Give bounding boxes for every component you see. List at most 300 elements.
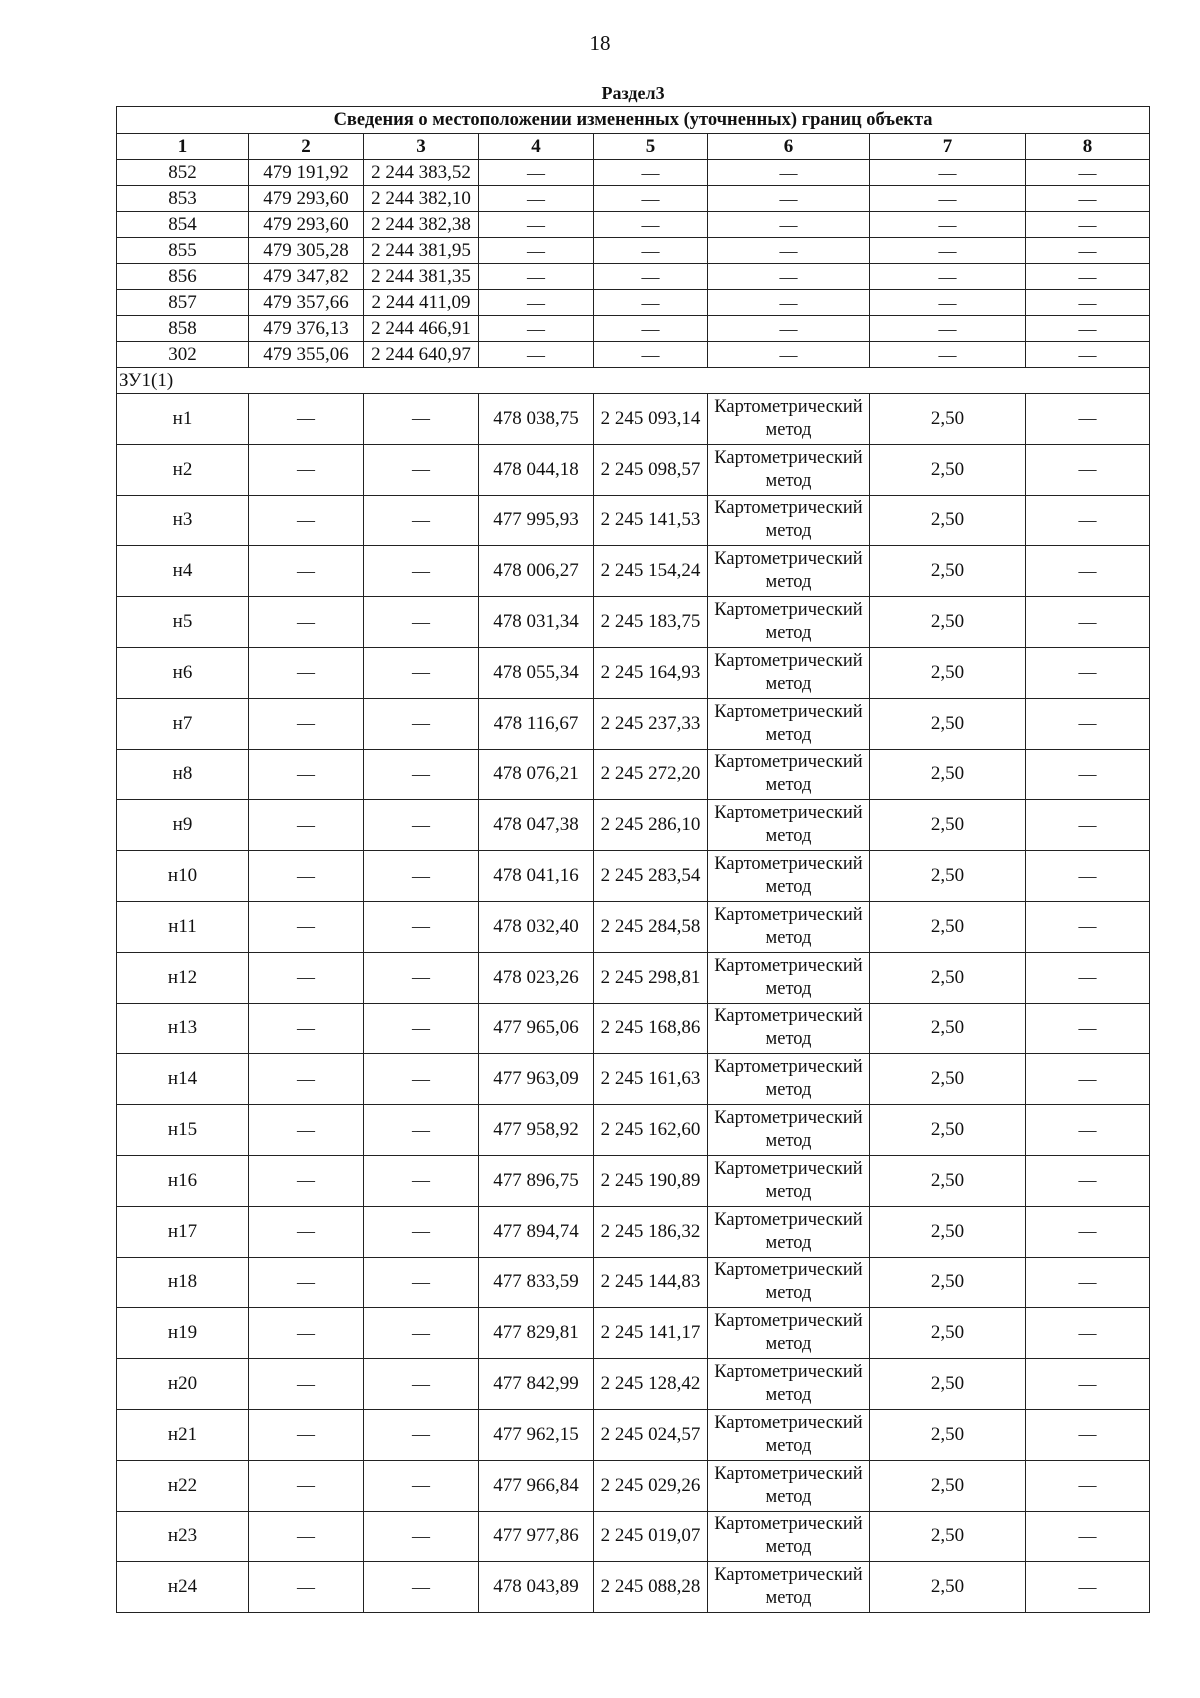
dash-cell: — <box>870 264 1026 290</box>
dash-cell: — <box>249 952 364 1003</box>
y-new: 2 245 144,83 <box>594 1257 708 1308</box>
dash-cell: — <box>249 1105 364 1156</box>
table-row <box>117 851 1150 902</box>
accuracy: 2,50 <box>870 1206 1026 1257</box>
accuracy: 2,50 <box>870 1054 1026 1105</box>
point-name: н13 <box>117 1003 249 1054</box>
table-row <box>117 901 1150 952</box>
accuracy: 2,50 <box>870 1155 1026 1206</box>
table-row <box>117 342 1150 368</box>
dash-cell: — <box>364 1562 479 1613</box>
x-new: 478 044,18 <box>479 444 594 495</box>
dash-cell: — <box>364 1257 479 1308</box>
dash-cell: — <box>479 186 594 212</box>
y-new: 2 245 237,33 <box>594 698 708 749</box>
y-new: 2 245 029,26 <box>594 1460 708 1511</box>
table-row <box>117 1257 1150 1308</box>
y-new: 2 245 141,53 <box>594 495 708 546</box>
table-row <box>117 1054 1150 1105</box>
method: Картометрический метод <box>708 1359 870 1410</box>
dash-cell: — <box>249 1359 364 1410</box>
dash-cell: — <box>249 597 364 648</box>
dash-cell: — <box>249 444 364 495</box>
dash-cell: — <box>870 212 1026 238</box>
x-existing: 479 293,60 <box>249 186 364 212</box>
point-name: н22 <box>117 1460 249 1511</box>
table-row <box>117 160 1150 186</box>
point-name: н15 <box>117 1105 249 1156</box>
dash-cell: — <box>870 316 1026 342</box>
point-name: 302 <box>117 342 249 368</box>
accuracy: 2,50 <box>870 800 1026 851</box>
point-name: н23 <box>117 1511 249 1562</box>
dash-cell: — <box>364 800 479 851</box>
dash-cell: — <box>249 1409 364 1460</box>
dash-cell: — <box>249 1003 364 1054</box>
dash-cell: — <box>249 546 364 597</box>
dash-cell: — <box>364 394 479 445</box>
point-name: н11 <box>117 901 249 952</box>
y-new: 2 245 283,54 <box>594 851 708 902</box>
point-name: н19 <box>117 1308 249 1359</box>
table-title: Сведения о местоположении измененных (уточненных) границ объекта <box>117 107 1150 134</box>
accuracy: 2,50 <box>870 901 1026 952</box>
table-row <box>117 597 1150 648</box>
dash-cell: — <box>364 851 479 902</box>
dash-cell: — <box>479 212 594 238</box>
y-new: 2 245 141,17 <box>594 1308 708 1359</box>
dash-cell: — <box>594 238 708 264</box>
accuracy: 2,50 <box>870 1308 1026 1359</box>
column-number: 6 <box>708 134 870 160</box>
dash-cell: — <box>1026 546 1150 597</box>
dash-cell: — <box>594 264 708 290</box>
y-new: 2 245 161,63 <box>594 1054 708 1105</box>
dash-cell: — <box>1026 1460 1150 1511</box>
dash-cell: — <box>1026 749 1150 800</box>
dash-cell: — <box>364 1308 479 1359</box>
y-existing: 2 244 382,10 <box>364 186 479 212</box>
method: Картометрический метод <box>708 1003 870 1054</box>
dash-cell: — <box>1026 851 1150 902</box>
accuracy: 2,50 <box>870 1511 1026 1562</box>
method: Картометрический метод <box>708 749 870 800</box>
accuracy: 2,50 <box>870 1562 1026 1613</box>
accuracy: 2,50 <box>870 749 1026 800</box>
x-existing: 479 347,82 <box>249 264 364 290</box>
y-new: 2 245 024,57 <box>594 1409 708 1460</box>
table-row <box>117 546 1150 597</box>
point-name: 856 <box>117 264 249 290</box>
dash-cell: — <box>708 264 870 290</box>
column-number: 2 <box>249 134 364 160</box>
dash-cell: — <box>594 316 708 342</box>
point-name: 853 <box>117 186 249 212</box>
x-existing: 479 355,06 <box>249 342 364 368</box>
dash-cell: — <box>479 238 594 264</box>
table-row <box>117 1460 1150 1511</box>
group-row <box>117 368 1150 394</box>
dash-cell: — <box>1026 1054 1150 1105</box>
point-name: н16 <box>117 1155 249 1206</box>
dash-cell: — <box>249 495 364 546</box>
method: Картометрический метод <box>708 1206 870 1257</box>
y-new: 2 245 093,14 <box>594 394 708 445</box>
dash-cell: — <box>479 290 594 316</box>
x-new: 477 958,92 <box>479 1105 594 1156</box>
table-row <box>117 1359 1150 1410</box>
table-row <box>117 749 1150 800</box>
x-new: 478 038,75 <box>479 394 594 445</box>
table-row <box>117 290 1150 316</box>
x-new: 477 977,86 <box>479 1511 594 1562</box>
dash-cell: — <box>364 1105 479 1156</box>
table-row <box>117 1206 1150 1257</box>
dash-cell: — <box>479 316 594 342</box>
point-name: н3 <box>117 495 249 546</box>
column-number: 5 <box>594 134 708 160</box>
dash-cell: — <box>1026 1105 1150 1156</box>
method: Картометрический метод <box>708 800 870 851</box>
method: Картометрический метод <box>708 1460 870 1511</box>
dash-cell: — <box>249 1562 364 1613</box>
point-name: н17 <box>117 1206 249 1257</box>
method: Картометрический метод <box>708 1054 870 1105</box>
x-new: 477 842,99 <box>479 1359 594 1410</box>
accuracy: 2,50 <box>870 394 1026 445</box>
accuracy: 2,50 <box>870 1359 1026 1410</box>
dash-cell: — <box>1026 1562 1150 1613</box>
dash-cell: — <box>1026 1206 1150 1257</box>
dash-cell: — <box>1026 1511 1150 1562</box>
table-row <box>117 238 1150 264</box>
point-name: н12 <box>117 952 249 1003</box>
y-new: 2 245 168,86 <box>594 1003 708 1054</box>
dash-cell: — <box>1026 952 1150 1003</box>
y-new: 2 245 186,32 <box>594 1206 708 1257</box>
dash-cell: — <box>364 1003 479 1054</box>
dash-cell: — <box>1026 264 1150 290</box>
dash-cell: — <box>870 186 1026 212</box>
y-new: 2 245 128,42 <box>594 1359 708 1410</box>
accuracy: 2,50 <box>870 952 1026 1003</box>
accuracy: 2,50 <box>870 546 1026 597</box>
method: Картометрический метод <box>708 901 870 952</box>
dash-cell: — <box>249 394 364 445</box>
column-number: 7 <box>870 134 1026 160</box>
x-new: 477 829,81 <box>479 1308 594 1359</box>
y-new: 2 245 190,89 <box>594 1155 708 1206</box>
table-row <box>117 1105 1150 1156</box>
accuracy: 2,50 <box>870 698 1026 749</box>
dash-cell: — <box>1026 1003 1150 1054</box>
dash-cell: — <box>479 264 594 290</box>
dash-cell: — <box>1026 495 1150 546</box>
x-new: 478 031,34 <box>479 597 594 648</box>
dash-cell: — <box>364 1359 479 1410</box>
x-new: 477 995,93 <box>479 495 594 546</box>
dash-cell: — <box>1026 316 1150 342</box>
y-new: 2 245 019,07 <box>594 1511 708 1562</box>
dash-cell: — <box>870 238 1026 264</box>
dash-cell: — <box>1026 186 1150 212</box>
x-new: 478 006,27 <box>479 546 594 597</box>
y-new: 2 245 284,58 <box>594 901 708 952</box>
point-name: 852 <box>117 160 249 186</box>
column-number: 1 <box>117 134 249 160</box>
point-name: н6 <box>117 647 249 698</box>
dash-cell: — <box>1026 238 1150 264</box>
x-existing: 479 376,13 <box>249 316 364 342</box>
dash-cell: — <box>708 290 870 316</box>
dash-cell: — <box>364 1460 479 1511</box>
dash-cell: — <box>364 1206 479 1257</box>
dash-cell: — <box>249 1206 364 1257</box>
table-row <box>117 1155 1150 1206</box>
method: Картометрический метод <box>708 698 870 749</box>
point-name: н9 <box>117 800 249 851</box>
dash-cell: — <box>594 290 708 316</box>
table-row <box>117 495 1150 546</box>
dash-cell: — <box>364 444 479 495</box>
y-new: 2 245 164,93 <box>594 647 708 698</box>
x-new: 477 833,59 <box>479 1257 594 1308</box>
dash-cell: — <box>364 901 479 952</box>
method: Картометрический метод <box>708 952 870 1003</box>
x-new: 477 966,84 <box>479 1460 594 1511</box>
dash-cell: — <box>1026 698 1150 749</box>
dash-cell: — <box>870 160 1026 186</box>
dash-cell: — <box>364 952 479 1003</box>
dash-cell: — <box>249 901 364 952</box>
table-row <box>117 316 1150 342</box>
dash-cell: — <box>708 238 870 264</box>
dash-cell: — <box>364 1054 479 1105</box>
dash-cell: — <box>364 546 479 597</box>
x-existing: 479 305,28 <box>249 238 364 264</box>
dash-cell: — <box>364 749 479 800</box>
table-row <box>117 1511 1150 1562</box>
y-new: 2 245 286,10 <box>594 800 708 851</box>
dash-cell: — <box>364 1511 479 1562</box>
dash-cell: — <box>1026 212 1150 238</box>
accuracy: 2,50 <box>870 495 1026 546</box>
x-new: 478 055,34 <box>479 647 594 698</box>
dash-cell: — <box>364 1409 479 1460</box>
group-label: ЗУ1(1) <box>117 368 1150 394</box>
point-name: н24 <box>117 1562 249 1613</box>
accuracy: 2,50 <box>870 851 1026 902</box>
method: Картометрический метод <box>708 1155 870 1206</box>
method: Картометрический метод <box>708 1511 870 1562</box>
y-new: 2 245 098,57 <box>594 444 708 495</box>
point-name: н20 <box>117 1359 249 1410</box>
method: Картометрический метод <box>708 546 870 597</box>
x-existing: 479 357,66 <box>249 290 364 316</box>
x-new: 477 962,15 <box>479 1409 594 1460</box>
dash-cell: — <box>249 1054 364 1105</box>
x-new: 477 896,75 <box>479 1155 594 1206</box>
point-name: н7 <box>117 698 249 749</box>
column-number-row <box>117 134 1150 160</box>
table-row <box>117 394 1150 445</box>
dash-cell: — <box>708 212 870 238</box>
dash-cell: — <box>1026 444 1150 495</box>
method: Картометрический метод <box>708 1562 870 1613</box>
dash-cell: — <box>249 851 364 902</box>
dash-cell: — <box>1026 1308 1150 1359</box>
point-name: н8 <box>117 749 249 800</box>
point-name: 854 <box>117 212 249 238</box>
column-number: 3 <box>364 134 479 160</box>
point-name: н21 <box>117 1409 249 1460</box>
accuracy: 2,50 <box>870 1257 1026 1308</box>
point-name: н5 <box>117 597 249 648</box>
dash-cell: — <box>1026 1257 1150 1308</box>
column-number: 4 <box>479 134 594 160</box>
dash-cell: — <box>479 342 594 368</box>
dash-cell: — <box>249 1257 364 1308</box>
dash-cell: — <box>364 647 479 698</box>
y-new: 2 245 088,28 <box>594 1562 708 1613</box>
page-number: 18 <box>589 31 611 55</box>
x-new: 478 043,89 <box>479 1562 594 1613</box>
point-name: 858 <box>117 316 249 342</box>
dash-cell: — <box>249 1460 364 1511</box>
dash-cell: — <box>249 698 364 749</box>
table-row <box>117 186 1150 212</box>
dash-cell: — <box>249 1511 364 1562</box>
dash-cell: — <box>364 597 479 648</box>
accuracy: 2,50 <box>870 444 1026 495</box>
dash-cell: — <box>708 342 870 368</box>
dash-cell: — <box>1026 1409 1150 1460</box>
table-row <box>117 1562 1150 1613</box>
dash-cell: — <box>1026 290 1150 316</box>
y-new: 2 245 272,20 <box>594 749 708 800</box>
dash-cell: — <box>708 186 870 212</box>
y-new: 2 245 298,81 <box>594 952 708 1003</box>
point-name: н1 <box>117 394 249 445</box>
accuracy: 2,50 <box>870 1105 1026 1156</box>
dash-cell: — <box>1026 1155 1150 1206</box>
y-existing: 2 244 640,97 <box>364 342 479 368</box>
table-row <box>117 1003 1150 1054</box>
y-existing: 2 244 381,35 <box>364 264 479 290</box>
dash-cell: — <box>479 160 594 186</box>
dash-cell: — <box>870 342 1026 368</box>
accuracy: 2,50 <box>870 597 1026 648</box>
dash-cell: — <box>1026 394 1150 445</box>
section-label: Раздел3 <box>117 80 1150 107</box>
dash-cell: — <box>364 698 479 749</box>
x-new: 478 032,40 <box>479 901 594 952</box>
dash-cell: — <box>594 186 708 212</box>
y-existing: 2 244 382,38 <box>364 212 479 238</box>
point-name: н2 <box>117 444 249 495</box>
table-row <box>117 952 1150 1003</box>
x-new: 477 894,74 <box>479 1206 594 1257</box>
y-existing: 2 244 381,95 <box>364 238 479 264</box>
dash-cell: — <box>249 749 364 800</box>
x-new: 478 116,67 <box>479 698 594 749</box>
table-row <box>117 647 1150 698</box>
dash-cell: — <box>1026 342 1150 368</box>
y-existing: 2 244 411,09 <box>364 290 479 316</box>
dash-cell: — <box>1026 901 1150 952</box>
dash-cell: — <box>364 1155 479 1206</box>
y-new: 2 245 162,60 <box>594 1105 708 1156</box>
y-existing: 2 244 466,91 <box>364 316 479 342</box>
x-existing: 479 293,60 <box>249 212 364 238</box>
dash-cell: — <box>708 160 870 186</box>
point-name: 857 <box>117 290 249 316</box>
dash-cell: — <box>1026 800 1150 851</box>
table-title-row <box>117 107 1150 134</box>
method: Картометрический метод <box>708 1409 870 1460</box>
table-row <box>117 264 1150 290</box>
x-new: 477 965,06 <box>479 1003 594 1054</box>
dash-cell: — <box>594 160 708 186</box>
point-name: н10 <box>117 851 249 902</box>
accuracy: 2,50 <box>870 1003 1026 1054</box>
method: Картометрический метод <box>708 597 870 648</box>
y-new: 2 245 154,24 <box>594 546 708 597</box>
point-name: 855 <box>117 238 249 264</box>
accuracy: 2,50 <box>870 1460 1026 1511</box>
dash-cell: — <box>594 212 708 238</box>
method: Картометрический метод <box>708 647 870 698</box>
table-row <box>117 800 1150 851</box>
y-new: 2 245 183,75 <box>594 597 708 648</box>
method: Картометрический метод <box>708 851 870 902</box>
method: Картометрический метод <box>708 495 870 546</box>
dash-cell: — <box>594 342 708 368</box>
dash-cell: — <box>249 647 364 698</box>
dash-cell: — <box>708 316 870 342</box>
dash-cell: — <box>249 1308 364 1359</box>
point-name: н14 <box>117 1054 249 1105</box>
y-existing: 2 244 383,52 <box>364 160 479 186</box>
table-row <box>117 444 1150 495</box>
section-row <box>117 80 1150 107</box>
dash-cell: — <box>1026 160 1150 186</box>
method: Картометрический метод <box>708 1105 870 1156</box>
table-row <box>117 698 1150 749</box>
x-new: 478 076,21 <box>479 749 594 800</box>
table-row <box>117 212 1150 238</box>
dash-cell: — <box>1026 1359 1150 1410</box>
x-new: 478 023,26 <box>479 952 594 1003</box>
x-new: 477 963,09 <box>479 1054 594 1105</box>
method: Картометрический метод <box>708 394 870 445</box>
table-row <box>117 1409 1150 1460</box>
accuracy: 2,50 <box>870 647 1026 698</box>
dash-cell: — <box>249 1155 364 1206</box>
point-name: н18 <box>117 1257 249 1308</box>
point-name: н4 <box>117 546 249 597</box>
x-new: 478 047,38 <box>479 800 594 851</box>
accuracy: 2,50 <box>870 1409 1026 1460</box>
method: Картометрический метод <box>708 1257 870 1308</box>
dash-cell: — <box>1026 597 1150 648</box>
method: Картометрический метод <box>708 1308 870 1359</box>
boundary-table <box>116 80 1150 1613</box>
dash-cell: — <box>1026 647 1150 698</box>
column-number: 8 <box>1026 134 1150 160</box>
x-new: 478 041,16 <box>479 851 594 902</box>
dash-cell: — <box>249 800 364 851</box>
